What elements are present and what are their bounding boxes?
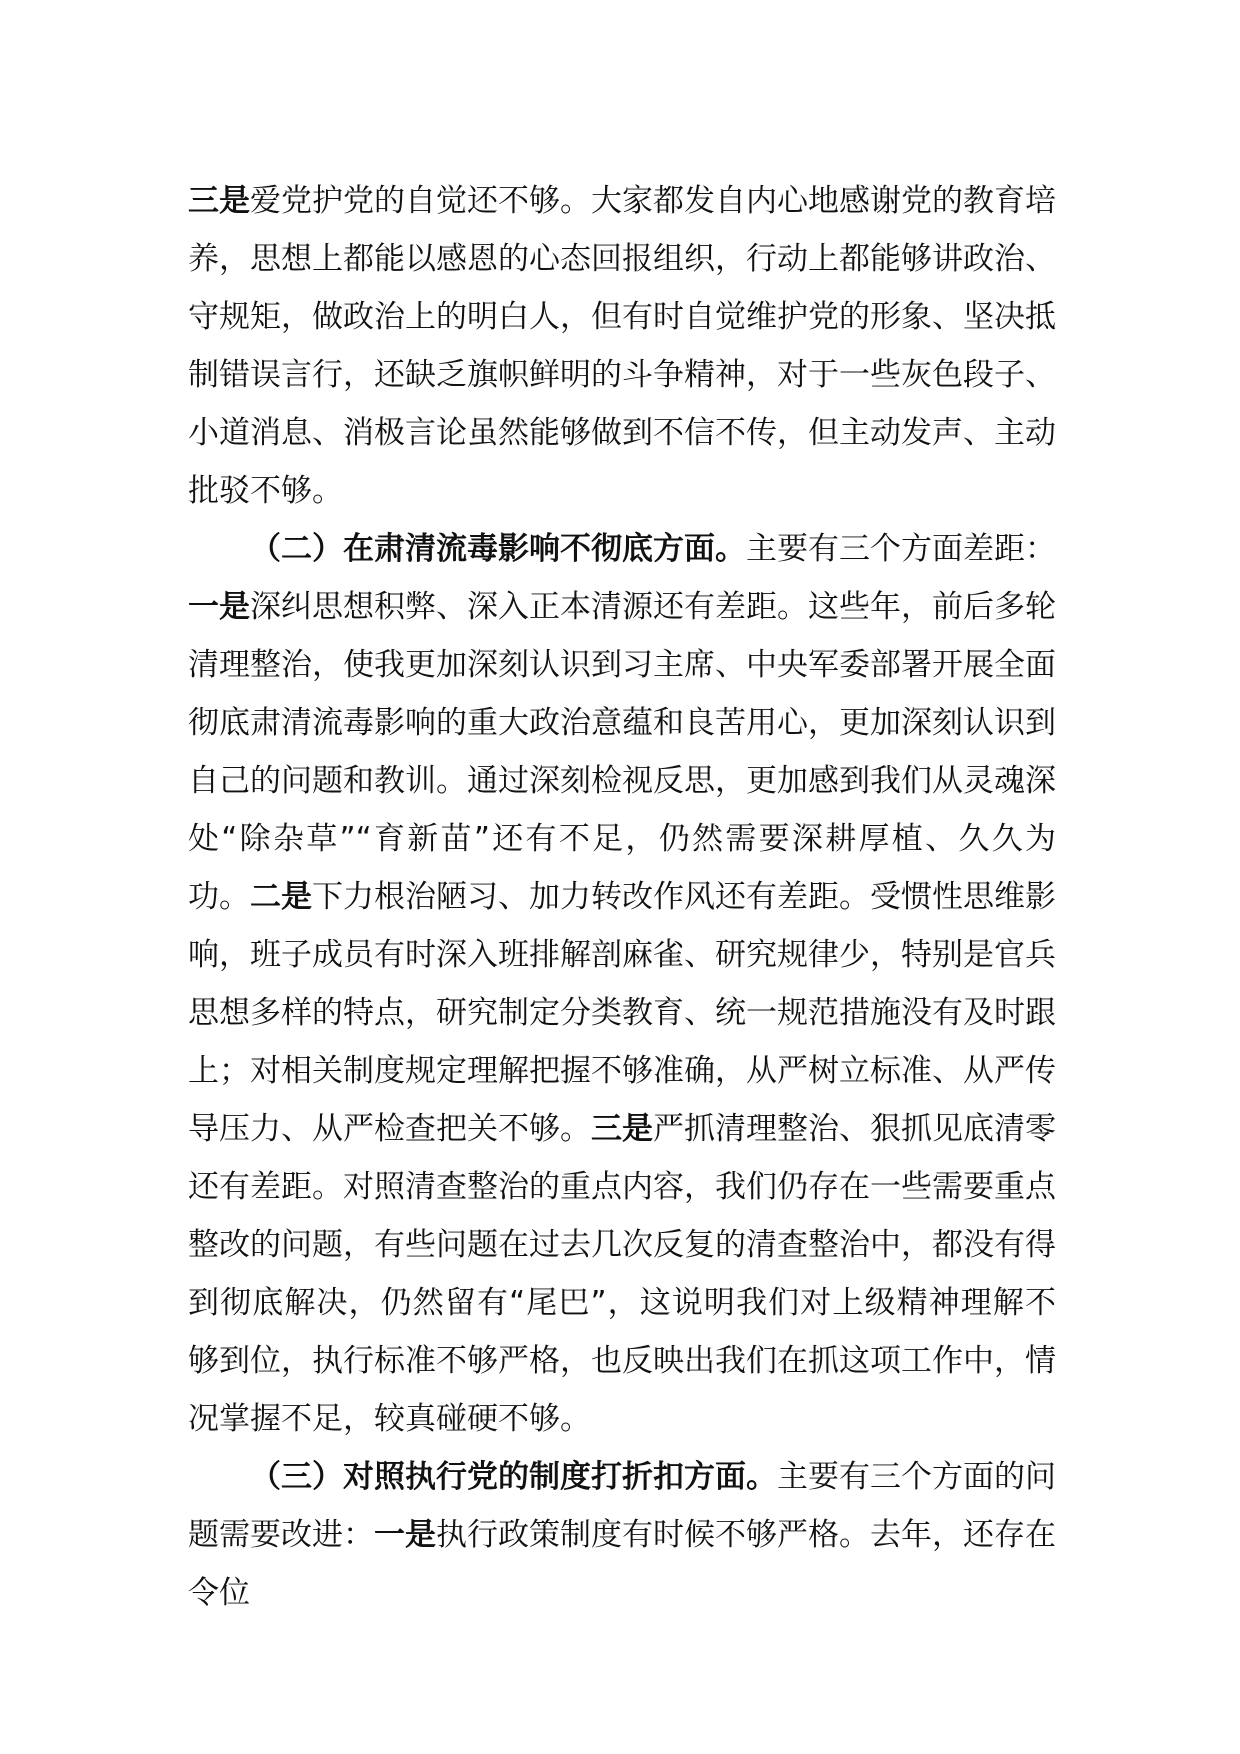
paragraph-2 — [188, 520, 1056, 1448]
paragraph-3-point-1-text: 执行政策制度有时候不够严格。去年，还存在令位 — [188, 1517, 1056, 1611]
paragraph-1-lead: 三是 — [188, 183, 250, 219]
paragraph-3-text-1: 主要有三个方面的问题需要改进： — [188, 1459, 1056, 1553]
paragraph-3-point-1-label: 一是 — [374, 1517, 436, 1553]
paragraph-2-point-3-text: 严抓清理整治、狠抓见底清零还有差距。对照清查整治的重点内容，我们仍存在一些需要重点整改的问题，有些问题在过去几次反复的清查整治中，都没有得到彻底解决，仍然留有“尾巴”，这说明我们对上级精神理解不够到位，执行标准不够严格，也反映出我们在抓这项工作中，情况掌握不足，较真碰硬不够。 — [188, 1111, 1056, 1437]
paragraph-2-point-1-label: 一是 — [188, 589, 250, 625]
section-heading-2: （二）在肃清流毒影响不彻底方面。 — [250, 531, 746, 567]
paragraph-2-point-2-label: 二是 — [250, 879, 312, 915]
document-page — [188, 172, 1056, 1622]
paragraph-2-point-1-text: 深纠思想积弊、深入正本清源还有差距。这些年，前后多轮清理整治，使我更加深刻认识到习主席、中央军委部署开展全面彻底肃清流毒影响的重大政治意蕴和良苦用心，更加深刻认识到自己的问题和教训。通过深刻检视反思，更加感到我们从灵魂深处“除杂草”“育新苗”还有不足，仍然需要深耕厚植、久久为功。 — [188, 589, 1056, 915]
section-heading-3: （三）对照执行党的制度打折扣方面。 — [250, 1459, 777, 1495]
paragraph-1-body: 爱党护党的自觉还不够。大家都发自内心地感谢党的教育培养，思想上都能以感恩的心态回报组织，行动上都能够讲政治、守规矩，做政治上的明白人，但有时自觉维护党的形象、坚决抵制错误言行，还缺乏旗帜鲜明的斗争精神，对于一些灰色段子、小道消息、消极言论虽然能够做到不信不传，但主动发声、主动批驳不够。 — [188, 183, 1056, 509]
paragraph-3 — [188, 1448, 1056, 1622]
paragraph-1 — [188, 172, 1056, 520]
paragraph-2-point-3-label: 三是 — [591, 1111, 653, 1147]
paragraph-2-text-1: 主要有三个方面差距： — [746, 531, 1056, 567]
paragraph-2-point-2-text: 下力根治陋习、加力转改作风还有差距。受惯性思维影响，班子成员有时深入班排解剖麻雀、研究规律少，特别是官兵思想多样的特点，研究制定分类教育、统一规范措施没有及时跟上；对相关制度规定理解把握不够准确，从严树立标准、从严传导压力、从严检查把关不够。 — [188, 879, 1056, 1147]
